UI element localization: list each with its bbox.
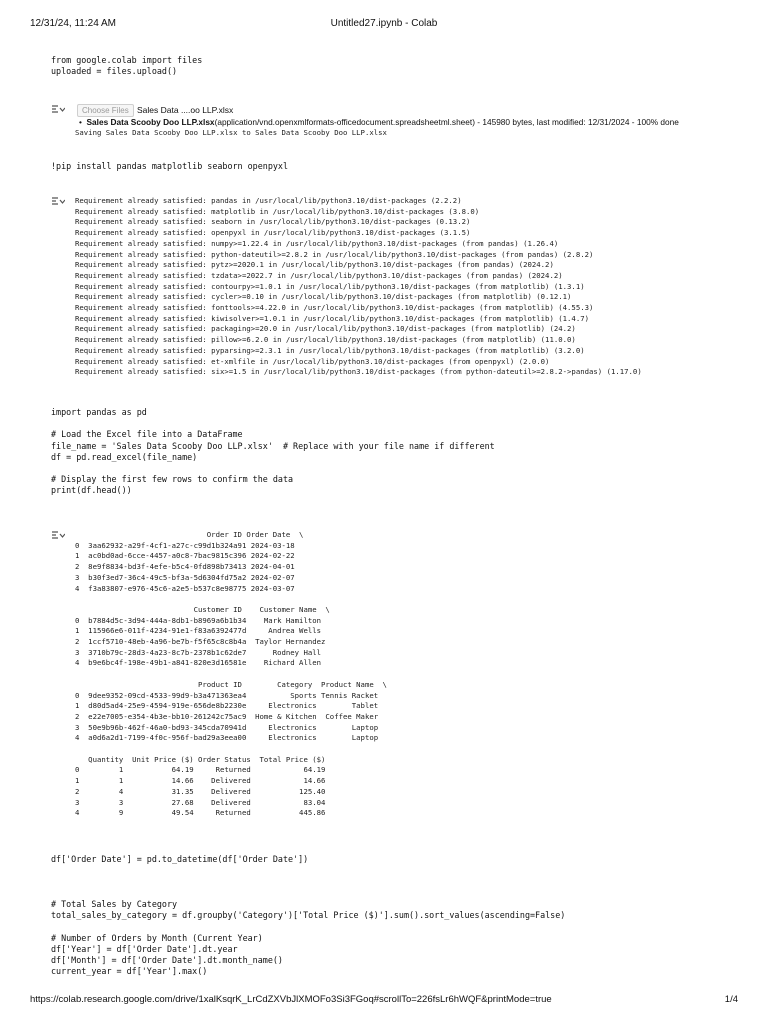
code-cell-to-datetime[interactable]: df['Order Date'] = pd.to_datetime(df['Order Date'])	[51, 854, 309, 864]
uploaded-file-name: Sales Data Scooby Doo LLP.xlsx	[86, 117, 215, 127]
print-datetime: 12/31/24, 11:24 AM	[30, 18, 116, 29]
uploaded-file-details: (application/vnd.openxmlformats-officedocument.spreadsheetml.sheet) - 145980 bytes, last modified: 12/31/2024 - 100% done	[214, 117, 679, 127]
page-title: Untitled27.ipynb - Colab	[330, 18, 438, 29]
code-cell-load-data[interactable]: import pandas as pd # Load the Excel file into a DataFrame file_name = 'Sales Data Scooby Doo LLP.xlsx' # Replace with your file name if different df = pd.read_excel(file_name) # Display the first few rows to confirm the data print(df.head())	[51, 407, 495, 496]
saving-message: Saving Sales Data Scooby Doo LLP.xlsx to Sales Data Scooby Doo LLP.xlsx	[75, 128, 387, 137]
output-toggle-icon[interactable]	[51, 197, 65, 207]
pip-output: Requirement already satisfied: pandas in /usr/local/lib/python3.10/dist-packages (2.2.2) Requirement already satisfied: matplotlib in /usr/local/lib/python3.10/dist-packages (3.8.0) Requirement already satisfied: seaborn in /usr/local/lib/python3.10/dist-packages (0.13.2) Requirement already satisfied: openpyxl in /usr/local/lib/python3.10/dist-packages (3.1.5) Requirement already satisfied: numpy>=1.22.4 in /usr/local/lib/python3.10/dist-packages (from pandas) (1.26.4) Requirement already satisfied: python-dateutil>=2.8.2 in /usr/local/lib/python3.10/dist-packages (from pandas) (2.8.2) Requirement already satisfied: pytz>=2020.1 in /usr/local/lib/python3.10/dist-packages (from pandas) (2024.2) Requirement already satisfied: tzdata>=2022.7 in /usr/local/lib/python3.10/dist-packages (from pandas) (2024.2) Requirement already satisfied: contourpy>=1.0.1 in /usr/local/lib/python3.10/dist-packages (from matplotlib) (1.3.1) Requirement already satisfied: cycler>=0.10 in /usr/local/lib/python3.10/dist-packages (from matplotlib) (0.12.1) Requirement already satisfied: fonttools>=4.22.0 in /usr/local/lib/python3.10/dist-packages (from matplotlib) (4.55.3) Requirement already satisfied: kiwisolver>=1.0.1 in /usr/local/lib/python3.10/dist-packages (from matplotlib) (1.4.7) Requirement already satisfied: packaging>=20.0 in /usr/local/lib/python3.10/dist-packages (from matplotlib) (24.2) Requirement already satisfied: pillow>=6.2.0 in /usr/local/lib/python3.10/dist-packages (from matplotlib) (11.0.0) Requirement already satisfied: pyparsing>=2.3.1 in /usr/local/lib/python3.10/dist-packages (from matplotlib) (3.2.0) Requirement already satisfied: et-xmlfile in /usr/local/lib/python3.10/dist-packages (from openpyxl) (2.0.0) Requirement already satisfied: six>=1.5 in /usr/local/lib/python3.10/dist-packages (from python-dateutil>=2.8.2->pandas) (1.17.0)	[75, 196, 642, 377]
chosen-file-label: Sales Data ....oo LLP.xlsx	[137, 105, 234, 115]
code-cell-upload[interactable]: from google.colab import files uploaded = files.upload()	[51, 55, 203, 77]
output-toggle-icon[interactable]	[51, 531, 65, 541]
uploaded-file-info: • Sales Data Scooby Doo LLP.xlsx(application/vnd.openxmlformats-officedocument.spreadsheetml.sheet) - 145980 bytes, last modified: 12/31/2024 - 100% done	[79, 117, 679, 127]
code-cell-pip[interactable]: !pip install pandas matplotlib seaborn openpyxl	[51, 161, 288, 171]
code-cell-aggregations[interactable]: # Total Sales by Category total_sales_by_category = df.groupby('Category')['Total Price ($)'].sum().sort_values(ascending=False) # Number of Orders by Month (Current Year) df['Year'] = df['Order Date'].dt.year df['Month'] = df['Order Date'].dt.month_name() current_year = df['Year'].max()	[51, 899, 566, 977]
choose-files-button[interactable]: Choose Files	[77, 104, 134, 117]
dataframe-head-output: Order ID Order Date \ 0 3aa62932-a29f-4cf1-a27c-c99d1b324a91 2024-03-18 1 ac0bd0ad-6cce-4457-a0c8-7bac9815c396 2024-02-22 2 8e9f8834-bd3f-4efe-b5c4-0fd898b73413 2024-04-01 3 b30f3ed7-36c4-49c5-bf3a-5d6304fd75a2 2024-02-07 4 f3a83807-e976-45c6-a2e5-b537c8e98775 2024-03-07 Customer ID Customer Name \ 0 b7884d5c-3d94-444a-8db1-b8969a6b1b34 Mark Hamilton 1 115966e6-011f-4234-91e1-f83a6392477d Andrea Wells 2 1ccf5710-48eb-4a96-be7b-f5f65c8c8b4a Taylor Hernandez 3 3710b79c-28d3-4a23-8c7b-2378b1c62de7 Rodney Hall 4 b9e6bc4f-198e-49b1-a841-820e3d16581e Richard Allen Product ID Category Product Name \ 0 9dee9352-09cd-4533-99d9-b3a471363ea4 Sports Tennis Racket 1 d80d5ad4-25e9-4594-919e-656de8b2230e Electronics Tablet 2 e22e7005-e354-4b3e-bb10-261242c75ac9 Home & Kitchen Coffee Maker 3 50e9b96b-462f-46a0-bd93-345cda70941d Electronics Laptop 4 a0d6a2d1-7199-4f0c-956f-bad29a3eea00 Electronics Laptop Quantity Unit Price ($) Order Status Total Price ($) 0 1 64.19 Returned 64.19 1 1 14.66 Delivered 14.66 2 4 31.35 Delivered 125.40 3 3 27.68 Delivered 83.04 4 9 49.54 Returned 445.86	[75, 530, 387, 818]
page-number: 1/4	[724, 994, 738, 1005]
output-toggle-icon[interactable]	[51, 105, 65, 115]
page-url: https://colab.research.google.com/drive/1xalKsqrK_LrCdZXVbJlXMOFo3Si3FGoq#scrollTo=226fsLr6hWQF&printMode=true	[30, 994, 552, 1005]
